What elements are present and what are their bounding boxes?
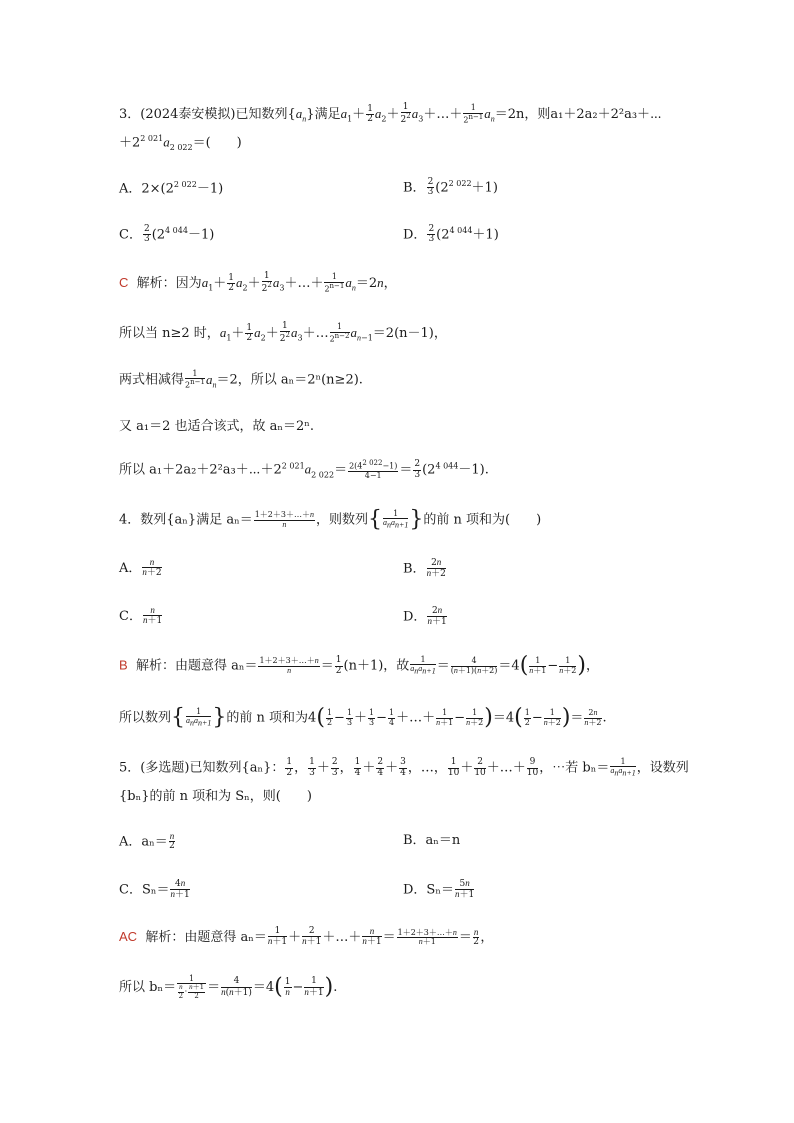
q4-option-a[interactable]: A． $\frac{n}{n+2}$ <box>119 557 162 579</box>
q3-option-b[interactable]: B． $\frac{2}{3}$ $(2^{2 022}+1)$ <box>403 177 498 198</box>
q4-answer: B <box>119 657 128 673</box>
q4-analysis-label: 解析： <box>135 658 175 674</box>
q5-option-b[interactable]: B．aₙ＝n <box>403 833 461 848</box>
q3-answer: C <box>119 274 129 290</box>
q4-option-b[interactable]: B． $\frac{2n}{n+2}$ <box>403 557 446 580</box>
q3-stem-line1: 3．(2024泰安模拟)已知数列$\{a_n\}$满足$a_1+$ $\frac{1}{2}$ $a_2+$ $\frac{1}{2^2}$ $a_3+\dots+$ $\frac{1}{2^{n-1}}$ $a_n=2n$，则a₁＋2a₂＋2²a₃＋⋯ <box>119 102 662 126</box>
q5-analysis-label: 解析： <box>145 929 185 945</box>
q5-solution-line1: AC 解析：由题意得 aₙ＝ $\frac{1}{n+1}$ ＋ $\frac{2}{n+1}$ ＋…＋ $\frac{n}{n+1}$ ＝ $\frac{1+2+3+\dots+n}{n+1}$ ＝ $\frac{n}{2}$ ， <box>119 926 494 948</box>
q3-analysis-label: 解析： <box>136 275 176 291</box>
q4-stem: 4．数列{aₙ}满足 aₙ＝ $\frac{1+2+3+\dots+n}{n}$ ，则数列{ $\frac{1}{a_na_{n+1}}$ }的前 n 项和为( ) <box>119 507 542 532</box>
q5-option-d[interactable]: D．Sₙ＝ $\frac{5n}{n+1}$ <box>403 878 475 901</box>
q3-solution-line2: 所以当 n≥2 时，$a_1+$ $\frac{1}{2}$ $a_2+$ $\frac{1}{2^2}$ $a_3+\dots$ $\frac{1}{2^{n-2}}$ $a_{n-1}=2(n-1)$， <box>119 321 447 345</box>
q3-sum-expr: a₁＋2a₂＋2²a₃＋⋯ <box>550 106 662 122</box>
q5-stem-line2: {bₙ}的前 n 项和为 Sₙ，则( ) <box>119 789 312 804</box>
q5-solution-line2: 所以 bₙ＝ 1 $\frac{n}{2}$ · $\frac{n+1}{2}$ ＝ $\frac{4}{n(n+1)}$ ＝4( $\frac{1}{n}$ − $\frac{1}{n+1}$ ). <box>119 974 338 1000</box>
q3-option-c[interactable]: C． $\frac{2}{3}$ $(2^{4 044}-1)$ <box>119 224 215 245</box>
q3-solution-line1: C 解析：因为$a_1+$ $\frac{1}{2}$ $a_2+$ $\frac{1}{2^2}$ $a_3+\dots+$ $\frac{1}{2^{n-1}}$ $a_n=2n$， <box>119 271 397 295</box>
q4-solution-line2: 所以数列{ $\frac{1}{a_na_{n+1}}$ }的前 n 项和为4( $\frac{1}{2}$ − $\frac{1}{3}$ ＋ $\frac{1}{3}$ − $\frac{1}{4}$ ＋…＋ $\frac{1}{n+1}$ − $\frac{1}{n+2}$ )＝4( $\frac{1}{2}$ − $\frac{1}{n+2}$ )＝ $\frac{2n}{n+2}$ . <box>119 705 607 730</box>
q3-option-a[interactable]: A．$2\times(2^{2 022}-1)$ <box>119 180 224 197</box>
q5-option-a[interactable]: A．aₙ＝ $\frac{n}{2}$ <box>119 831 175 852</box>
q4-solution-line1: B 解析：由题意得 aₙ＝ $\frac{1+2+3+\dots+n}{n}$ ＝ $\frac{1}{2}$ (n＋1)，故 $\frac{1}{a_na_{n+1}}$ ＝ $\frac{4}{(n+1)(n+2)}$ ＝4( $\frac{1}{n+1}$ − $\frac{1}{n+2}$ )， <box>119 653 599 678</box>
q3-option-d[interactable]: D． $\frac{2}{3}$ $(2^{4 044}+1)$ <box>403 224 499 245</box>
q5-answer: AC <box>119 928 138 944</box>
q5-number: 5． <box>119 760 141 776</box>
q5-stem-line1: 5．(多选题)已知数列{aₙ}： $\frac{1}{2}$ ， $\frac{1}{3}$ ＋ $\frac{2}{3}$ ， $\frac{1}{4}$ ＋ $\frac{2}{4}$ ＋ $\frac{3}{4}$ ，…， $\frac{1}{10}$ ＋ $\frac{2}{10}$ ＋…＋ $\frac{9}{10}$ ，⋯若 bₙ＝ $\frac{1}{a_na_{n+1}}$ ，设数列 <box>119 757 689 778</box>
q4-option-d[interactable]: D． $\frac{2n}{n+1}$ <box>403 605 447 628</box>
q3-solution-line4: 又 a₁＝2 也适合该式，故 aₙ＝2ⁿ. <box>119 419 315 434</box>
q4-option-c[interactable]: C． $\frac{n}{n+1}$ <box>119 605 163 627</box>
q3-number: 3． <box>119 106 141 122</box>
q3-source: (2024泰安模拟) <box>140 106 236 122</box>
q4-number: 4． <box>119 512 141 528</box>
q3-stem-line2: $+2^{2 021}a_{2 022}=$( ) <box>119 134 242 152</box>
q3-solution-line3: 两式相减得 $\frac{1}{2^{n-1}}$ $a_n=2$，所以 aₙ＝2ⁿ(n≥2). <box>119 369 363 391</box>
q5-tag: (多选题) <box>140 760 190 776</box>
q5-option-c[interactable]: C．Sₙ＝ $\frac{4n}{n+1}$ <box>119 878 190 901</box>
q3-solution-line5: 所以 $a_1+2a_2+2^2a_3+\cdots+2^{2 021}a_{2 022}=$ $\frac{2(4^{2 022}-1)}{4-1}$ ＝ $\frac{2}{3}$ $(2^{4 044}-1)$. <box>119 459 489 481</box>
